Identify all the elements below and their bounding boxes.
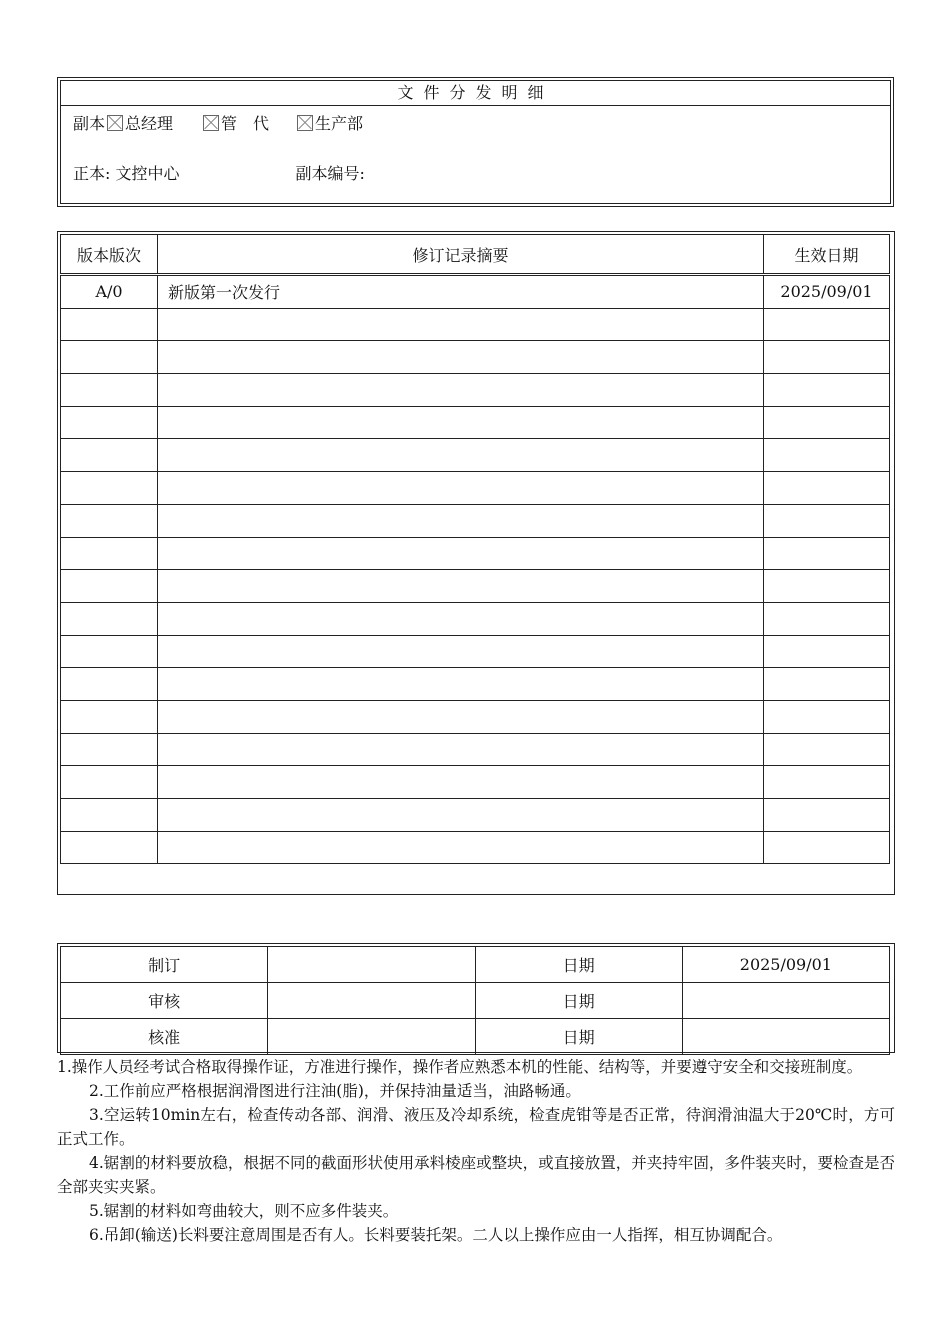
table-row xyxy=(61,1019,890,1055)
date-cell xyxy=(764,504,890,537)
approval-table-frame xyxy=(57,943,895,1053)
version-cell xyxy=(61,570,158,603)
table-row xyxy=(61,983,890,1019)
checkbox-icon[interactable] xyxy=(297,115,313,131)
signature-cell xyxy=(268,947,475,983)
table-row xyxy=(61,635,890,668)
date-label-cell: 日期 xyxy=(475,983,682,1019)
date-value-cell xyxy=(682,983,889,1019)
summary-cell xyxy=(158,537,764,570)
signature-cell xyxy=(268,1019,475,1055)
header-version: 版本版次 xyxy=(61,235,158,275)
recipient-general-manager: 总经理 xyxy=(125,114,174,133)
version-cell xyxy=(61,472,158,505)
date-cell xyxy=(764,700,890,733)
checkbox-icon[interactable] xyxy=(203,115,219,131)
date-cell xyxy=(764,668,890,701)
summary-cell: 新版第一次发行 xyxy=(158,275,764,309)
version-cell xyxy=(61,504,158,537)
distribution-copy-line xyxy=(73,111,363,134)
summary-cell xyxy=(158,733,764,766)
version-cell xyxy=(61,766,158,799)
table-row xyxy=(61,766,890,799)
date-label-cell: 日期 xyxy=(475,947,682,983)
table-row xyxy=(61,472,890,505)
summary-cell xyxy=(158,504,764,537)
version-cell xyxy=(61,341,158,374)
table-row xyxy=(61,275,890,309)
distribution-box xyxy=(57,77,894,207)
date-value-cell xyxy=(682,1019,889,1055)
date-cell xyxy=(764,472,890,505)
summary-cell xyxy=(158,406,764,439)
date-cell xyxy=(764,635,890,668)
version-cell xyxy=(61,831,158,864)
table-row xyxy=(61,537,890,570)
table-row xyxy=(61,439,890,472)
summary-cell xyxy=(158,308,764,341)
summary-cell xyxy=(158,766,764,799)
date-cell xyxy=(764,766,890,799)
table-row xyxy=(61,406,890,439)
original-label: 正本: xyxy=(73,164,111,183)
recipient-production-dept: 生产部 xyxy=(315,114,364,133)
distribution-original-line xyxy=(73,161,365,184)
note-paragraph: 3.空运转10min左右，检查传动各部、润滑、液压及冷却系统，检查虎钳等是否正常，待润滑油温大于20℃时，方可正式工作。 xyxy=(57,1106,895,1148)
date-cell xyxy=(764,799,890,832)
date-cell xyxy=(764,570,890,603)
date-cell xyxy=(764,537,890,570)
table-row xyxy=(61,504,890,537)
version-cell xyxy=(61,308,158,341)
table-row xyxy=(61,733,890,766)
note-paragraph: 5.锯割的材料如弯曲较大，则不应多件装夹。 xyxy=(89,1202,399,1220)
summary-cell xyxy=(158,668,764,701)
table-row xyxy=(61,570,890,603)
date-cell xyxy=(764,374,890,407)
header-summary: 修订记录摘要 xyxy=(158,235,764,275)
revision-table-frame xyxy=(57,231,895,895)
distribution-title: 文件分发明细 xyxy=(61,81,890,106)
version-cell xyxy=(61,635,158,668)
operation-notes xyxy=(57,1055,895,1247)
original-value: 文控中心 xyxy=(115,164,180,183)
table-row xyxy=(61,308,890,341)
revision-header-row xyxy=(61,235,890,275)
date-label-cell: 日期 xyxy=(475,1019,682,1055)
note-paragraph: 4.锯割的材料要放稳，根据不同的截面形状使用承料棱座或整块，或直接放置，并夹持牢固，多件装夹时，要检查是否全部夹实夹紧。 xyxy=(57,1154,895,1196)
version-cell xyxy=(61,374,158,407)
summary-cell xyxy=(158,635,764,668)
note-paragraph: 1.操作人员经考试合格取得操作证，方准进行操作，操作者应熟悉本机的性能、结构等，并要遵守安全和交接班制度。 xyxy=(57,1058,863,1076)
summary-cell xyxy=(158,799,764,832)
version-cell xyxy=(61,602,158,635)
summary-cell xyxy=(158,570,764,603)
table-row xyxy=(61,947,890,983)
signature-cell xyxy=(268,983,475,1019)
revision-table xyxy=(60,234,890,864)
version-cell xyxy=(61,733,158,766)
version-cell xyxy=(61,668,158,701)
header-effective-date: 生效日期 xyxy=(764,235,890,275)
version-cell xyxy=(61,439,158,472)
summary-cell xyxy=(158,374,764,407)
table-row xyxy=(61,668,890,701)
summary-cell xyxy=(158,472,764,505)
date-cell xyxy=(764,602,890,635)
date-cell xyxy=(764,308,890,341)
version-cell: A/0 xyxy=(61,275,158,309)
table-row xyxy=(61,700,890,733)
table-row xyxy=(61,602,890,635)
approval-table xyxy=(60,946,890,1055)
role-cell: 制订 xyxy=(61,947,268,983)
summary-cell xyxy=(158,602,764,635)
version-cell xyxy=(61,799,158,832)
table-row xyxy=(61,831,890,864)
version-cell xyxy=(61,700,158,733)
summary-cell xyxy=(158,831,764,864)
distribution-inner-frame xyxy=(60,80,891,204)
date-cell xyxy=(764,406,890,439)
recipient-management-rep: 管 代 xyxy=(221,114,270,133)
date-value-cell: 2025/09/01 xyxy=(682,947,889,983)
table-row xyxy=(61,374,890,407)
summary-cell xyxy=(158,700,764,733)
note-paragraph: 2.工作前应严格根据润滑图进行注油(脂)，并保持油量适当，油路畅通。 xyxy=(89,1082,581,1100)
version-cell xyxy=(61,406,158,439)
version-cell xyxy=(61,537,158,570)
summary-cell xyxy=(158,341,764,374)
note-paragraph: 6.吊卸(输送)长料要注意周围是否有人。长料要装托架。二人以上操作应由一人指挥，相互协调配合。 xyxy=(89,1226,783,1244)
copy-number-label: 副本编号: xyxy=(295,164,365,183)
table-row xyxy=(61,341,890,374)
checkbox-icon[interactable] xyxy=(107,115,123,131)
date-cell xyxy=(764,831,890,864)
role-cell: 审核 xyxy=(61,983,268,1019)
date-cell xyxy=(764,733,890,766)
table-row xyxy=(61,799,890,832)
copy-label: 副本 xyxy=(73,114,106,133)
date-cell xyxy=(764,341,890,374)
role-cell: 核准 xyxy=(61,1019,268,1055)
summary-cell xyxy=(158,439,764,472)
date-cell xyxy=(764,439,890,472)
date-cell: 2025/09/01 xyxy=(764,275,890,309)
